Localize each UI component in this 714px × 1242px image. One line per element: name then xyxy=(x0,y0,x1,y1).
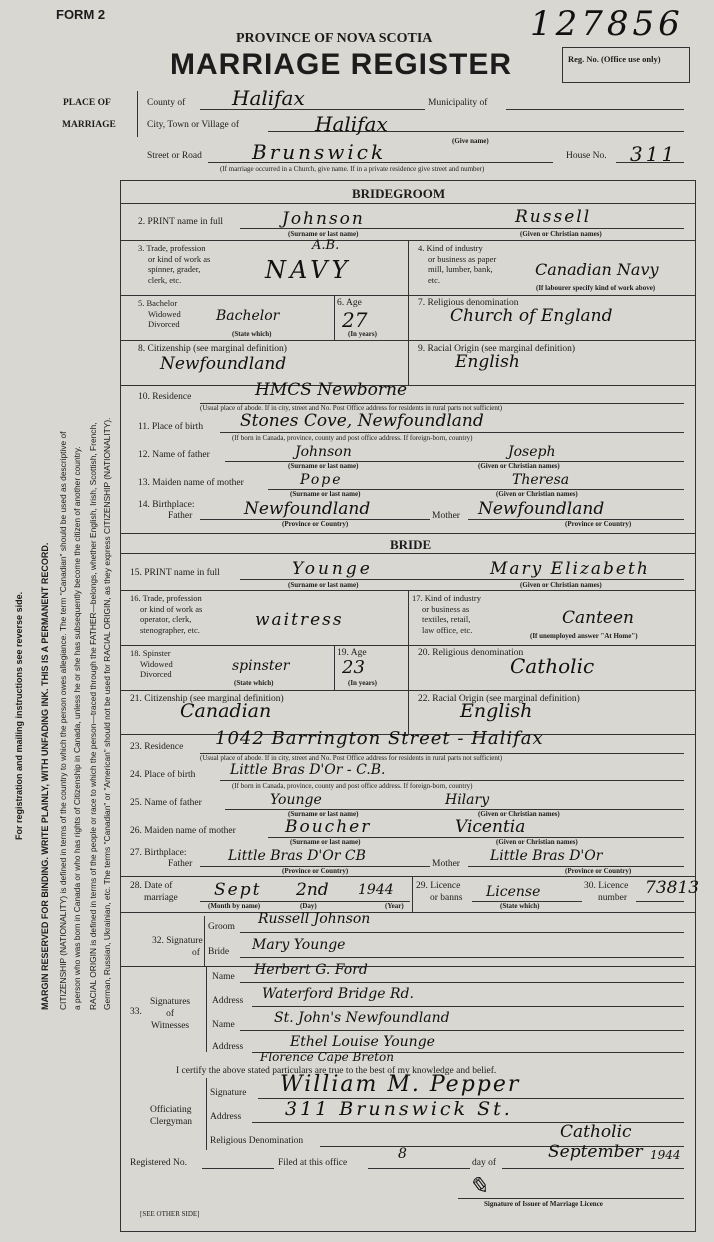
racial-definition-2: German, Russian, Ukrainian, etc. The terms "Canadian" or "American" should not be used for RACIAL ORIGIN, as they express CITIZENSHIP (NATIONALITY). xyxy=(102,417,112,1010)
q15-label: 15. PRINT name in full xyxy=(130,568,220,578)
margin-instructions: For registration and mailing instructions see reverse side. xyxy=(14,591,24,840)
give-name-caption: (Give name) xyxy=(452,137,489,145)
groom-marital-status: Bachelor xyxy=(216,308,280,324)
q14-label: 14. Birthplace: xyxy=(138,500,195,510)
county-label: County of xyxy=(147,98,186,108)
province-heading: PROVINCE OF NOVA SCOTIA xyxy=(236,31,433,46)
bride-marital-status: spinster xyxy=(232,658,290,674)
registered-no-label: Registered No. xyxy=(130,1158,187,1168)
q30-label: 30. Licence number xyxy=(584,881,629,903)
bride-father-surname-caption: (Surname or last name) xyxy=(288,810,359,818)
certify-statement: I certify the above stated particulars are true to the best of my knowledge and belief. xyxy=(176,1066,497,1076)
clergy-address-label: Address xyxy=(210,1112,242,1122)
bride-mother-province-caption: (Province or Country) xyxy=(565,867,632,875)
mother-province-caption: (Province or Country) xyxy=(565,520,632,528)
house-label: House No. xyxy=(566,151,607,161)
street-value: Brunswick xyxy=(252,140,387,164)
bride-given-caption: (Given or Christian names) xyxy=(520,581,602,589)
bride-years-caption: (In years) xyxy=(348,679,377,687)
witness-label: Signatures of Witnesses xyxy=(150,997,191,1031)
bride-religion: Catholic xyxy=(510,654,595,678)
bride-father-province-caption: (Province or Country) xyxy=(282,867,349,875)
q10-label: 10. Residence xyxy=(138,392,192,402)
father-surname-caption: (Surname or last name) xyxy=(288,462,359,470)
witness2-address-label: Address xyxy=(212,1042,244,1052)
groom-surname: Johnson xyxy=(282,209,365,229)
state-which-licence-caption: (State which) xyxy=(500,902,540,910)
see-other-side: [SEE OTHER SIDE] xyxy=(140,1210,200,1218)
bride-surname-caption: (Surname or last name) xyxy=(288,581,359,589)
marriage-label: MARRIAGE xyxy=(62,120,116,130)
clergy-signature-label: Signature xyxy=(210,1088,247,1098)
bride-signature-label: Bride xyxy=(208,947,230,957)
groom-trade: NAVY xyxy=(265,256,352,284)
given-caption: (Given or Christian names) xyxy=(520,230,602,238)
county-value: Halifax xyxy=(232,86,305,110)
q32-label: 32. Signature of xyxy=(152,936,203,958)
groom-mother-surname: Pope xyxy=(300,472,343,488)
q27-label: 27. Birthplace: xyxy=(130,848,187,858)
groom-birthplace: Stones Cove, Newfoundland xyxy=(240,411,484,431)
witness1-address-label: Address xyxy=(212,996,244,1006)
q26-label: 26. Maiden name of mother xyxy=(130,826,236,836)
bride-heading: BRIDE xyxy=(390,537,432,552)
day-of-label: day of xyxy=(472,1158,497,1168)
groom-residence: HMCS Newborne xyxy=(255,380,408,400)
q12-label: 12. Name of father xyxy=(138,450,210,460)
filed-label: Filed at this office xyxy=(278,1158,348,1168)
bride-industry: Canteen xyxy=(562,608,634,628)
labourer-note: (If labourer specify kind of work above) xyxy=(536,284,656,292)
groom-age: 27 xyxy=(342,308,368,332)
q9-label: 9. Racial Origin (see marginal definition) xyxy=(418,344,576,354)
groom-racial-origin: English xyxy=(455,352,520,372)
q28-label: 28. Date of marriage xyxy=(130,881,178,903)
father-birthplace-label: Father xyxy=(168,511,193,521)
reg-no-box xyxy=(562,47,690,83)
q2-label: 2. PRINT name in full xyxy=(138,217,224,227)
q11-label: 11. Place of birth xyxy=(138,422,204,432)
bride-father-birthplace: Little Bras D'Or CB xyxy=(228,848,366,864)
reg-no-label: Reg. No. (Office use only) xyxy=(568,54,661,64)
q22-label: 22. Racial Origin (see marginal definition) xyxy=(418,694,580,704)
citizenship-definition-2: a person who was born in Canada or who has rights of Citizenship in Canada, unless he or she has subsequently become the citizen of another country. xyxy=(72,446,82,1010)
father-province-caption: (Province or Country) xyxy=(282,520,349,528)
q4-label: 4. Kind of industry or business as paper mill, lumber, bank, etc. xyxy=(418,243,497,285)
margin-warning: MARGIN RESERVED FOR BINDING. WRITE PLAINLY, WITH UNFADING INK. THIS IS A PERMANENT RECORD. xyxy=(40,542,50,1010)
bride-surname: Younge xyxy=(292,559,373,579)
q5-label: 5. Bachelor Widowed Divorced xyxy=(138,298,181,329)
bride-age: 23 xyxy=(342,657,365,678)
licence-number: 73813 xyxy=(645,878,700,898)
issuer-signature-caption: Signature of Issuer of Marriage Licence xyxy=(484,1200,603,1208)
groom-father-birthplace: Newfoundland xyxy=(244,499,371,519)
bride-residence-note: (Usual place of abode. If in city, street and No. Post Office address for residents in rural parts not sufficient) xyxy=(200,754,503,762)
q21-label: 21. Citizenship (see marginal definition) xyxy=(130,694,284,704)
q29-label: 29. Licence or banns xyxy=(416,881,463,903)
mother-surname-caption: (Surname or last name) xyxy=(290,490,361,498)
unemployed-note: (If unemployed answer "At Home") xyxy=(530,632,638,640)
bride-mother-given: Vicentia xyxy=(455,817,526,837)
bride-birthplace: Little Bras D'Or - C.B. xyxy=(230,762,386,778)
bride-signature: Mary Younge xyxy=(252,937,346,953)
licence-or-banns: License xyxy=(486,884,541,900)
street-label: Street or Road xyxy=(147,151,202,161)
surname-caption: (Surname or last name) xyxy=(288,230,359,238)
marriage-day: 2nd xyxy=(296,880,329,900)
citizenship-definition-1: CITIZENSHIP (NATIONALITY) is defined in terms of the country to which the person owes allegiance. The term "Canadian" should be used as descriptive of xyxy=(58,431,68,1010)
religious-denomination-label: Religious Denomination xyxy=(210,1136,304,1146)
bride-mother-birthplace-label: Mother xyxy=(432,859,460,869)
groom-religion: Church of England xyxy=(450,306,613,326)
state-which-caption: (State which) xyxy=(232,330,272,338)
witness1-name-label: Name xyxy=(212,972,235,982)
officiating-clergyman-label: Officiating Clergyman xyxy=(150,1105,193,1127)
bride-birthplace-note: (If born in Canada, province, county and post office address. If foreign-born, country) xyxy=(232,782,473,790)
month-caption: (Month by name) xyxy=(208,902,261,910)
witness2-address-line2: Florence Cape Breton xyxy=(260,1050,394,1064)
groom-father-given: Joseph xyxy=(508,444,556,460)
q23-label: 23. Residence xyxy=(130,742,184,752)
groom-citizenship: Newfoundland xyxy=(160,354,287,374)
marriage-year: 1944 xyxy=(358,882,394,898)
municipality-label: Municipality of xyxy=(428,98,488,108)
q16-label: 16. Trade, profession or kind of work as operator, clerk, stenographer, etc. xyxy=(130,593,203,635)
q20-label: 20. Religious denomination xyxy=(418,648,524,658)
bride-father-given-caption: (Given or Christian names) xyxy=(478,810,560,818)
issuer-signature-mark: ✎ xyxy=(468,1172,489,1200)
bride-racial-origin: English xyxy=(460,700,533,722)
clergy-address: 311 Brunswick St. xyxy=(285,1098,513,1120)
q6-label: 6. Age xyxy=(337,298,362,308)
mother-given-caption: (Given or Christian names) xyxy=(496,490,578,498)
racial-definition-1: RACIAL ORIGIN is defined in terms of the people or race to which the person—traced through the FATHER—belongs, whether English, Irish, Scottish, French, xyxy=(88,422,98,1010)
q19-label: 19. Age xyxy=(337,648,367,658)
bride-mother-surname-caption: (Surname or last name) xyxy=(290,838,361,846)
birthplace-note: (If born in Canada, province, county and post office address. If foreign-born, country) xyxy=(232,434,473,442)
form-label: FORM 2 xyxy=(56,7,106,22)
bridegroom-heading: BRIDEGROOM xyxy=(352,186,446,201)
groom-given-names: Russell xyxy=(515,207,592,227)
bride-mother-birthplace: Little Bras D'Or xyxy=(490,848,603,864)
filed-year: 1944 xyxy=(650,1148,681,1162)
q24-label: 24. Place of birth xyxy=(130,770,196,780)
bride-state-caption: (State which) xyxy=(234,679,274,687)
clergy-religion: Catholic xyxy=(560,1122,632,1142)
city-value: Halifax xyxy=(315,112,388,136)
witness2-name: St. John's Newfoundland xyxy=(274,1010,450,1026)
church-note: (If marriage occurred in a Church, give name. If in a private residence give street and number) xyxy=(220,165,485,173)
groom-signature: Russell Johnson xyxy=(258,911,371,927)
marriage-month: Sept xyxy=(214,880,262,900)
bride-residence: 1042 Barrington Street - Halifax xyxy=(215,728,544,749)
in-years-caption: (In years) xyxy=(348,330,377,338)
bride-father-surname: Younge xyxy=(270,792,322,808)
city-label: City, Town or Village of xyxy=(147,120,239,130)
q18-label: 18. Spinster Widowed Divorced xyxy=(130,648,173,679)
groom-mother-birthplace: Newfoundland xyxy=(478,499,605,519)
groom-father-surname: Johnson xyxy=(295,444,352,460)
bride-father-birthplace-label: Father xyxy=(168,859,193,869)
filed-day: 8 xyxy=(398,1146,407,1162)
groom-mother-given: Theresa xyxy=(512,472,570,488)
witness2-address: Ethel Louise Younge xyxy=(290,1034,435,1050)
groom-trade-note: A.B. xyxy=(312,238,340,253)
witness2-name-label: Name xyxy=(212,1020,235,1030)
registration-number: 127856 xyxy=(530,4,684,44)
clergy-signature: William M. Pepper xyxy=(280,1072,521,1097)
bride-mother-surname: Boucher xyxy=(285,817,372,837)
bride-citizenship: Canadian xyxy=(180,700,272,722)
groom-industry: Canadian Navy xyxy=(535,260,659,279)
q25-label: 25. Name of father xyxy=(130,798,202,808)
place-of-label: PLACE OF xyxy=(63,98,111,108)
day-caption: (Day) xyxy=(300,902,317,910)
bride-father-given: Hilary xyxy=(445,792,490,808)
witness1-address: Waterford Bridge Rd. xyxy=(262,986,414,1002)
groom-signature-label: Groom xyxy=(208,922,235,932)
q8-label: 8. Citizenship (see marginal definition) xyxy=(138,344,287,354)
witness1-name: Herbert G. Ford xyxy=(254,962,368,978)
year-caption: (Year) xyxy=(385,902,404,910)
bride-given-names: Mary Elizabeth xyxy=(490,559,650,579)
house-value: 311 xyxy=(630,142,678,166)
bride-trade: waitress xyxy=(255,610,344,630)
q33-label: 33. xyxy=(130,1007,142,1017)
page-title: MARRIAGE REGISTER xyxy=(170,48,513,81)
filed-month: September xyxy=(548,1142,643,1162)
q13-label: 13. Maiden name of mother xyxy=(138,478,244,488)
father-given-caption: (Given or Christian names) xyxy=(478,462,560,470)
residence-note: (Usual place of abode. If in city, street and No. Post Office address for residents in rural parts not sufficient) xyxy=(200,404,503,412)
q17-label: 17. Kind of industry or business as textiles, retail, law office, etc. xyxy=(412,593,481,635)
mother-birthplace-label: Mother xyxy=(432,511,460,521)
q3-label: 3. Trade, profession or kind of work as spinner, grader, clerk, etc. xyxy=(138,243,211,285)
q7-label: 7. Religious denomination xyxy=(418,298,519,308)
bride-mother-given-caption: (Given or Christian names) xyxy=(496,838,578,846)
